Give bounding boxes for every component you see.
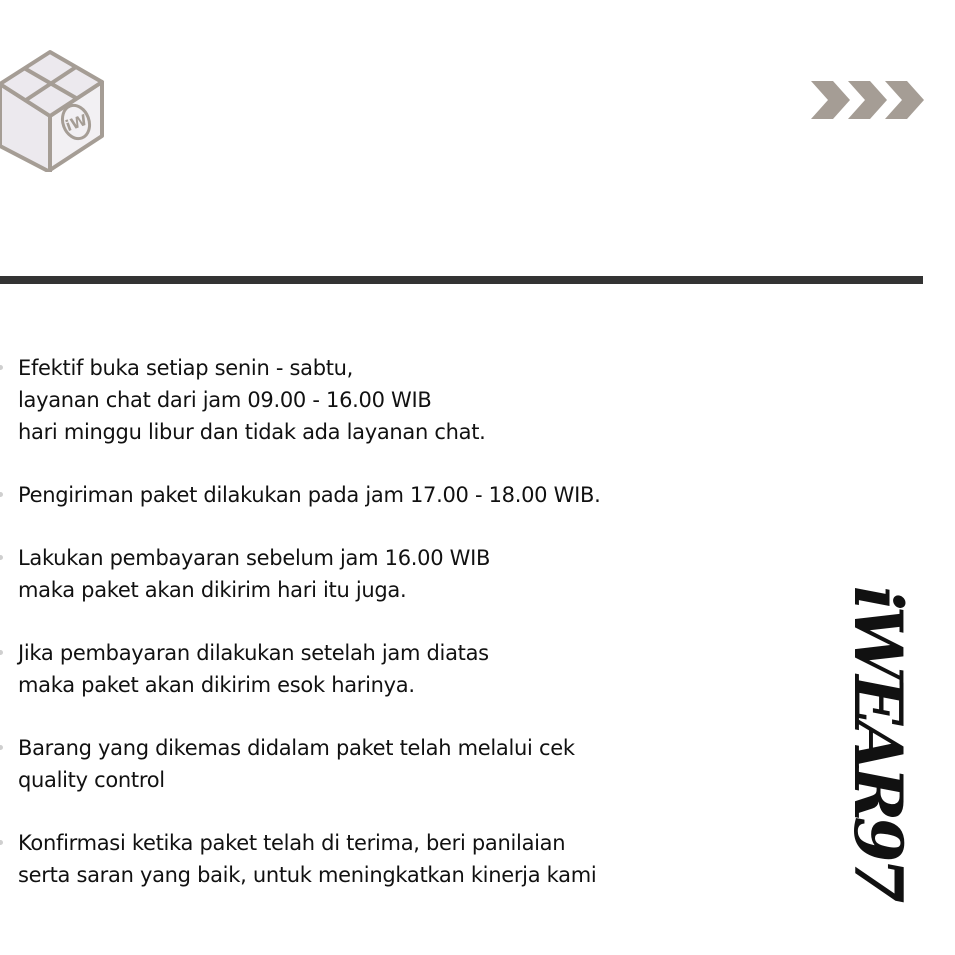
bullet-icon — [0, 365, 3, 370]
brand-logo-text: iWEAR97 — [839, 585, 917, 899]
item-line: hari minggu libur dan tidak ada layanan chat. — [18, 420, 486, 444]
list-item — [0, 542, 800, 606]
bullet-icon — [0, 745, 3, 750]
item-line: layanan chat dari jam 09.00 - 16.00 WIB — [18, 388, 432, 412]
list-item — [0, 732, 800, 796]
list-item — [0, 479, 800, 511]
list-item — [0, 637, 800, 701]
list-item — [0, 827, 800, 891]
item-line: maka paket akan dikirim esok harinya. — [18, 673, 415, 697]
item-line: Barang yang dikemas didalam paket telah melalui cek — [18, 736, 575, 760]
item-line: Pengiriman paket dilakukan pada jam 17.00 - 18.00 WIB. — [18, 483, 601, 507]
package-box-icon — [0, 40, 108, 172]
item-line: maka paket akan dikirim hari itu juga. — [18, 578, 407, 602]
item-line: Lakukan pembayaran sebelum jam 16.00 WIB — [18, 546, 491, 570]
info-list — [0, 352, 800, 922]
section-divider — [0, 276, 923, 284]
item-line: serta saran yang baik, untuk meningkatkan kinerja kami — [18, 863, 597, 887]
item-line: Efektif buka setiap senin - sabtu, — [18, 356, 354, 380]
item-line: Jika pembayaran dilakukan setelah jam diatas — [18, 641, 489, 665]
bullet-icon — [0, 650, 3, 655]
list-item — [0, 352, 800, 448]
logo-emblem-text: iW — [63, 110, 90, 136]
triple-chevron-right-icon[interactable] — [808, 79, 926, 121]
item-line: Konfirmasi ketika paket telah di terima, beri panilaian — [18, 831, 566, 855]
bullet-icon — [0, 840, 3, 845]
item-line: quality control — [18, 768, 165, 792]
bullet-icon — [0, 555, 3, 560]
bullet-icon — [0, 492, 3, 497]
